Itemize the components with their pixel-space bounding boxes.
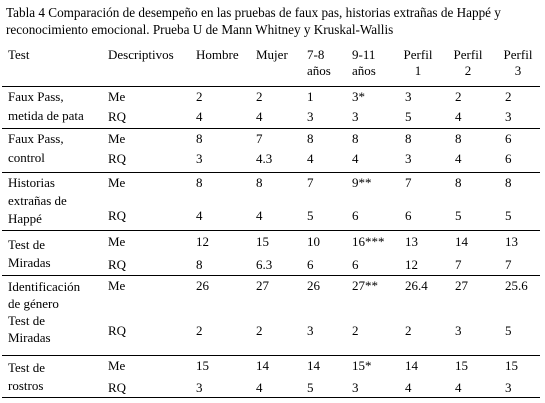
test-name: Test de xyxy=(8,237,45,252)
table-cell: 8 xyxy=(256,175,263,190)
table-cell: 3 xyxy=(505,380,512,395)
table-cell: 6 xyxy=(307,257,314,272)
table-cell: 8 xyxy=(455,175,462,190)
table-cell: 26.4 xyxy=(405,278,428,293)
table-cell: 6 xyxy=(505,151,512,166)
test-name: Historias xyxy=(8,175,55,190)
row-divider xyxy=(2,128,540,129)
table-cell: 8 xyxy=(455,131,462,146)
table-cell: 5 xyxy=(405,109,412,124)
header-cell: 2 xyxy=(464,63,472,78)
table-cell: 27 xyxy=(256,278,269,293)
header-cell: Test xyxy=(8,47,30,62)
table-cell: 13 xyxy=(505,234,518,249)
header-cell: Perfil xyxy=(503,47,533,62)
descriptive-cell: RQ xyxy=(108,257,127,272)
table-cell: 6 xyxy=(352,208,359,223)
table-cell: 2 xyxy=(256,89,263,104)
table-cell: 14 xyxy=(455,234,468,249)
table-cell: 15* xyxy=(352,358,372,373)
test-name: de género xyxy=(8,296,59,311)
test-name: Happé xyxy=(8,211,42,226)
table-cell: 5 xyxy=(505,208,512,223)
table-cell: 25.6 xyxy=(505,278,528,293)
header-cell: Mujer xyxy=(256,47,288,62)
test-name: rostros xyxy=(8,378,44,393)
table-cell: 5 xyxy=(455,208,462,223)
test-name: Test de xyxy=(8,313,45,328)
table-cell: 3 xyxy=(352,380,359,395)
table-cell: 6 xyxy=(505,131,512,146)
header-cell: Perfil xyxy=(453,47,483,62)
table-cell: 27** xyxy=(352,278,378,293)
table-cell: 4 xyxy=(455,380,462,395)
table-cell: 4 xyxy=(352,151,359,166)
table-cell: 10 xyxy=(307,234,320,249)
table-cell: 4 xyxy=(256,208,263,223)
table-cell: 3 xyxy=(196,380,203,395)
table-cell: 7 xyxy=(455,257,462,272)
header-cell: Descriptivos xyxy=(108,47,174,62)
table-cell: 8 xyxy=(505,175,512,190)
header-cell: años xyxy=(352,63,376,78)
table-cell: 2 xyxy=(196,89,203,104)
table-cell: 4 xyxy=(256,380,263,395)
table-cell: 5 xyxy=(505,323,512,338)
table-cell: 7 xyxy=(256,131,263,146)
test-name: control xyxy=(8,150,45,165)
row-divider xyxy=(2,230,540,231)
table-cell: 3 xyxy=(307,109,314,124)
test-name: extrañas de xyxy=(8,193,67,208)
header-cell: 7-8 xyxy=(307,47,325,62)
table-cell: 26 xyxy=(307,278,320,293)
table-cell: 14 xyxy=(256,358,269,373)
table-cell: 5 xyxy=(307,380,314,395)
test-name: Test de xyxy=(8,360,45,375)
table-cell: 4 xyxy=(307,151,314,166)
table-cell: 8 xyxy=(307,131,314,146)
table-cell: 2 xyxy=(505,89,512,104)
table-cell: 3 xyxy=(405,151,412,166)
test-name: Faux Pass, xyxy=(8,131,64,146)
table-cell: 6.3 xyxy=(256,257,273,272)
table-cell: 2 xyxy=(352,323,359,338)
descriptive-cell: RQ xyxy=(108,208,127,223)
table-cell: 2 xyxy=(196,323,203,338)
table-cell: 27 xyxy=(455,278,468,293)
descriptive-cell: RQ xyxy=(108,109,127,124)
table-cell: 12 xyxy=(405,257,418,272)
descriptive-cell: Me xyxy=(108,234,126,249)
table-cell: 8 xyxy=(405,131,412,146)
table-cell: 9** xyxy=(352,175,372,190)
header-cell: Perfil xyxy=(403,47,433,62)
row-divider xyxy=(2,86,540,87)
table-cell: 8 xyxy=(196,175,203,190)
table-cell: 4 xyxy=(196,109,203,124)
table-cell: 4 xyxy=(405,380,412,395)
table-cell: 15 xyxy=(196,358,209,373)
table-cell: 8 xyxy=(196,257,203,272)
test-name: Faux Pass, xyxy=(8,89,64,104)
descriptive-cell: Me xyxy=(108,175,126,190)
table-cell: 3 xyxy=(307,323,314,338)
table-cell: 2 xyxy=(455,89,462,104)
table-cell: 1 xyxy=(307,89,314,104)
row-divider xyxy=(2,275,540,276)
descriptive-cell: Me xyxy=(108,89,126,104)
header-cell: 3 xyxy=(514,63,522,78)
header-cell: 9-11 xyxy=(352,47,376,62)
table-cell: 4 xyxy=(455,151,462,166)
table-cell: 5 xyxy=(307,208,314,223)
header-cell: Hombre xyxy=(196,47,239,62)
table-cell: 2 xyxy=(405,323,412,338)
table-cell: 14 xyxy=(405,358,418,373)
descriptive-cell: RQ xyxy=(108,380,127,395)
table-cell: 4 xyxy=(455,109,462,124)
descriptive-cell: Me xyxy=(108,131,126,146)
table-cell: 16*** xyxy=(352,234,385,249)
table-cell: 14 xyxy=(307,358,320,373)
table-cell: 4 xyxy=(256,109,263,124)
table-cell: 13 xyxy=(405,234,418,249)
test-name: Miradas xyxy=(8,255,51,270)
descriptive-cell: Me xyxy=(108,358,126,373)
descriptive-cell: Me xyxy=(108,278,126,293)
table-cell: 15 xyxy=(505,358,518,373)
table-cell: 3* xyxy=(352,89,365,104)
table-cell: 12 xyxy=(196,234,209,249)
descriptive-cell: RQ xyxy=(108,151,127,166)
row-divider xyxy=(2,397,540,398)
table-cell: 3 xyxy=(505,109,512,124)
table-cell: 6 xyxy=(405,208,412,223)
table-cell: 3 xyxy=(405,89,412,104)
table-cell: 3 xyxy=(196,151,203,166)
row-divider xyxy=(2,172,540,173)
row-divider xyxy=(2,355,540,356)
table-cell: 7 xyxy=(505,257,512,272)
table-cell: 4.3 xyxy=(256,151,273,166)
table-cell: 26 xyxy=(196,278,209,293)
table-cell: 8 xyxy=(352,131,359,146)
table-cell: 2 xyxy=(256,323,263,338)
header-cell: años xyxy=(307,63,331,78)
test-name: Identificación xyxy=(8,279,81,294)
table-cell: 6 xyxy=(352,257,359,272)
table-cell: 3 xyxy=(352,109,359,124)
header-cell: 1 xyxy=(414,63,422,78)
test-name: Miradas xyxy=(8,330,51,345)
table-cell: 7 xyxy=(405,175,412,190)
table-cell: 15 xyxy=(455,358,468,373)
table-cell: 7 xyxy=(307,175,314,190)
table-caption: Tabla 4 Comparación de desempeño en las pruebas de faux pas, historias extrañas de Happé y reconocimiento emocional. Prueba U de Mann Whitney y Kruskal-Wallis xyxy=(6,5,501,37)
test-name: metida de pata xyxy=(8,108,84,123)
table-cell: 15 xyxy=(256,234,269,249)
table-cell: 8 xyxy=(196,131,203,146)
table-cell: 4 xyxy=(196,208,203,223)
descriptive-cell: RQ xyxy=(108,323,127,338)
table-cell: 3 xyxy=(455,323,462,338)
